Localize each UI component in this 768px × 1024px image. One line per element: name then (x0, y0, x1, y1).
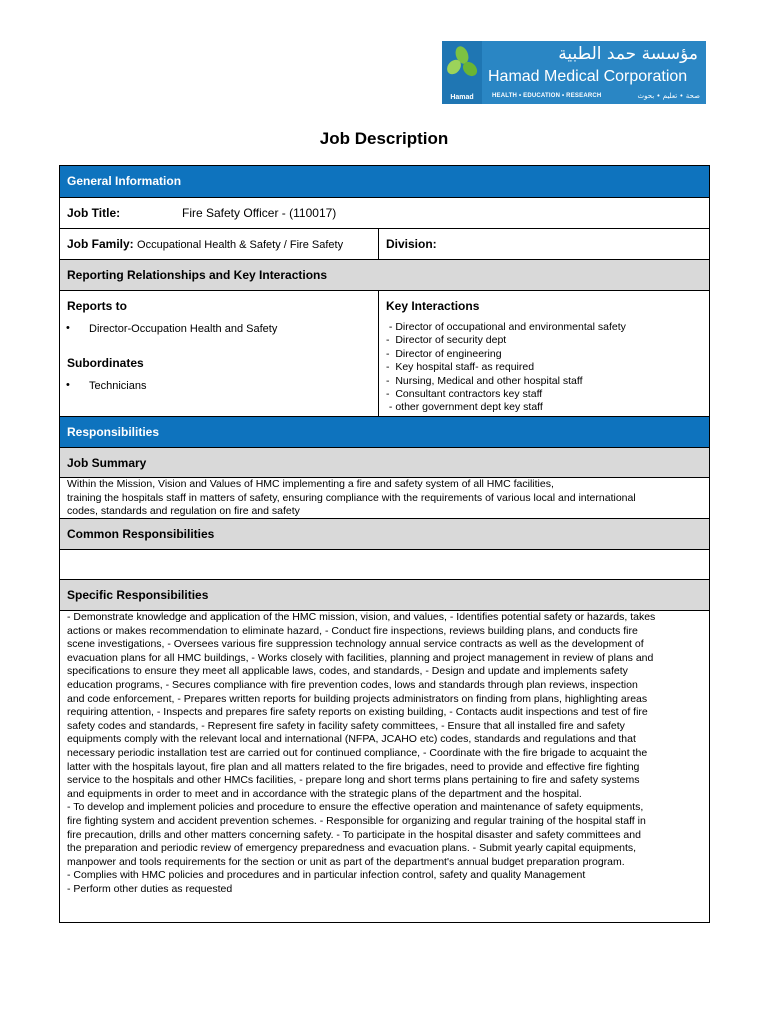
reports-to-item: Director-Occupation Health and Safety (89, 323, 278, 335)
specific-responsibility-line: evacuation plans for all HMC buildings, - Works closely with facilities, planning and project management in review of plans and (67, 651, 654, 664)
specific-responsibilities-text (67, 611, 703, 896)
specific-responsibility-line: - Perform other duties as requested (67, 882, 233, 895)
specific-responsibility-line: the preparation and periodic review of emergency preparedness and evacuation plans. - Submit yearly capital equipments, (67, 842, 637, 855)
job-description-table (59, 165, 710, 923)
key-interaction-item: - Nursing, Medical and other hospital staff (386, 374, 583, 387)
specific-responsibility-line: actions or makes recommendation to eliminate hazard, - Conduct fire inspections, reviews building plans, and conducts fire (67, 624, 638, 637)
job-summary-text (67, 478, 703, 519)
job-family-cell (67, 237, 343, 251)
bullet: • (66, 322, 70, 334)
specific-responsibility-line: equipments comply with the relevant local and international (NFPA, JCAHO etc) codes, standards and regulations and that (67, 733, 636, 746)
specific-responsibilities-header (60, 580, 709, 611)
general-information-label: General Information (67, 174, 182, 188)
specific-responsibility-line: necessary periodic installation test are carried out for continued compliance, - Coordinate with the fire brigade to acquaint the (67, 746, 648, 759)
job-summary-header (60, 448, 709, 478)
division-label: Division: (386, 237, 437, 251)
job-family-label: Job Family: (67, 237, 134, 251)
job-title-value: Fire Safety Officer - (110017) (182, 206, 337, 220)
specific-responsibility-line: service to the hospitals and other HMCs facilities, - prepare long and short terms plans pertaining to fire and safety systems (67, 774, 640, 787)
specific-responsibility-line: and code enforcement, - Prepares written reports for building projects administrators on finding from plans, highlighting areas (67, 692, 648, 705)
common-responsibilities-label: Common Responsibilities (67, 527, 215, 541)
specific-responsibility-line: scene investigations, - Oversees various fire suppression technology annual service contracts as well as the development of (67, 638, 644, 651)
specific-responsibility-line: fire fighting system and accident prevention schemes. - Responsible for organizing and regular training of the hospital staff in (67, 814, 646, 827)
specific-responsibility-line: - To develop and implement policies and procedure to ensure the effective operation and maintenance of safety equipments, (67, 801, 644, 814)
job-family-value: Occupational Health & Safety / Fire Safety (137, 239, 344, 251)
leaf-icon (446, 45, 478, 83)
subordinates-item: Technicians (89, 380, 147, 392)
job-summary-line: Within the Mission, Vision and Values of HMC implementing a fire and safety system of all HMC facilities, (67, 478, 554, 490)
specific-responsibility-line: specifications to ensure they meet all applicable laws, codes, and standards, - Design and update and implements safety (67, 665, 628, 678)
specific-responsibility-line: fire precaution, drills and other matters concerning safety. - To participate in the hospital disaster and safety committees and (67, 828, 641, 841)
specific-responsibilities-body (60, 611, 709, 922)
key-interactions-label: Key Interactions (386, 299, 480, 313)
general-information-header (60, 166, 709, 198)
key-interaction-item: - Director of security dept (386, 334, 507, 347)
hmc-logo (442, 41, 706, 104)
reporting-label: Reporting Relationships and Key Interactions (67, 268, 328, 282)
logo-mark-label: Hamad (450, 94, 474, 101)
bullet: • (66, 379, 70, 391)
job-title-label: Job Title: (67, 206, 121, 220)
common-responsibilities-header (60, 519, 709, 550)
job-summary-body (60, 478, 709, 519)
specific-responsibility-line: education programs, - Secures compliance with fire prevention codes, lows and standards through plan reviews, inspection (67, 678, 638, 691)
divider (378, 229, 379, 260)
specific-responsibility-line: manpower and tools requirements for the section or unit as part of the department's annual budget preparation program. (67, 855, 625, 868)
key-interaction-item: - other government dept key staff (386, 401, 543, 414)
key-interaction-item: - Consultant contractors key staff (386, 388, 543, 401)
specific-responsibility-line: and equipments in order to meet and in accordance with the strategic plans of the department and the hospital. (67, 787, 582, 800)
responsibilities-header (60, 417, 709, 448)
key-interaction-item: - Director of engineering (386, 347, 502, 360)
logo-tagline-ar: صحة • تعليم • بحوث (637, 92, 700, 100)
logo-arabic-name: مؤسسة حمد الطبية (558, 44, 698, 64)
specific-responsibility-line: latter with the hospitals layout, fire plan and all matters related to the fire brigades, need to provide and effective fire fighting (67, 760, 640, 773)
specific-responsibility-line: safety codes and standards, - Represent fire safety in facility safety committees, - Ensure that all installed fire and safety (67, 719, 625, 732)
logo-english-name: Hamad Medical Corporation (488, 68, 688, 85)
common-responsibilities-body (60, 550, 709, 580)
subordinates-label: Subordinates (67, 356, 144, 370)
key-interactions-list (386, 321, 626, 415)
logo-tagline-en: HEALTH • EDUCATION • RESEARCH (492, 93, 602, 99)
hmc-logo-mark (442, 41, 482, 104)
key-interaction-item: - Director of occupational and environmental safety (386, 321, 626, 333)
responsibilities-label: Responsibilities (67, 425, 160, 439)
divider (378, 291, 379, 417)
job-title-row (60, 198, 709, 229)
job-family-row (60, 229, 709, 260)
specific-responsibility-line: - Demonstrate knowledge and application of the HMC mission, vision, and values, - Identifies potential safety or hazards, takes (67, 611, 656, 623)
specific-responsibility-line: requiring attention, - Inspects and prepares fire safety reports on existing building, - Contacts audit inspections and test of fire (67, 706, 648, 719)
job-summary-label: Job Summary (67, 456, 147, 470)
reporting-body (60, 291, 709, 417)
job-summary-line: training the hospitals staff in matters of safety, ensuring compliance with the requirements of various local and international (67, 491, 636, 504)
document-title: Job Description (319, 129, 449, 148)
specific-responsibility-line: - Complies with HMC policies and procedures and in particular infection control, safety and quality Management (67, 869, 586, 882)
logo-tagline (488, 92, 702, 103)
key-interaction-item: - Key hospital staff- as required (386, 361, 535, 374)
reporting-header (60, 260, 709, 291)
specific-responsibilities-label: Specific Responsibilities (67, 588, 209, 602)
job-summary-line: codes, standards and regulation on fire and safety (67, 505, 300, 518)
reports-to-label: Reports to (67, 299, 127, 313)
